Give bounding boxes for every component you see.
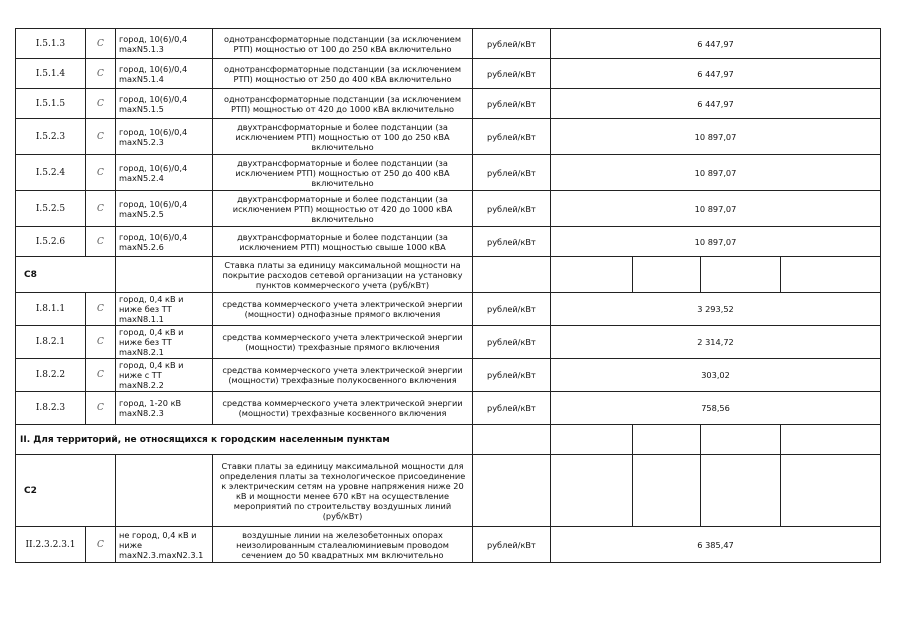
row-description-line: двухтрансформаторные и более подстанции (за [237,231,448,242]
row-condition-line: maxN5.2.6 [119,241,164,252]
row-description-line: двухтрансформаторные и более подстанции (за [237,121,448,132]
row-value: 3 293,52 [551,293,881,326]
row-category: C [86,326,116,359]
row-value: 6 385,47 [551,527,881,563]
empty-cell [116,257,213,293]
empty-cell [633,455,701,527]
row-condition-line: maxN2.3.maxN2.3.1 [119,549,204,560]
row-code: II.2.3.2.3.1 [16,527,86,563]
row-condition [116,527,213,563]
row-description-line: исключением РТП) мощностью свыше 1000 кВА [239,241,446,252]
row-condition-line: ниже без ТТ [119,304,172,314]
row-unit: рублей/кВт [473,89,551,119]
row-code: I.8.2.1 [16,326,86,359]
row-unit: рублей/кВт [473,527,551,563]
row-description [213,293,473,326]
row-description-line: средства коммерческого учета электрической энергии [222,299,463,309]
row-condition-line: maxN8.2.3 [119,408,164,418]
row-description-line: исключением РТП) мощностью от 420 до 1000 кВА [232,203,453,214]
row-description-line: РТП) мощностью от 250 до 400 кВА включительно [233,73,452,84]
row-description-line: исключением РТП) мощностью от 100 до 250 кВА [235,131,450,142]
empty-cell [633,425,701,455]
row-condition [116,119,213,155]
table-row [16,227,881,257]
row-condition [116,392,213,425]
row-description-line: сечением до 50 квадратных мм включительно [241,549,444,560]
row-description [213,119,473,155]
row-category: C [86,59,116,89]
row-condition-line: город, 0,4 кВ и [119,360,184,370]
row-condition [116,155,213,191]
row-condition-line: город, 10(6)/0,4 [119,198,188,209]
row-description-line: включительно [311,177,374,188]
row-unit: рублей/кВт [473,392,551,425]
row-unit: рублей/кВт [473,155,551,191]
row-description [213,326,473,359]
row-condition-line: ниже [119,539,143,550]
group-row [16,257,881,293]
row-description-line: включительно [311,213,374,224]
empty-cell [633,257,701,293]
row-code: I.5.1.5 [16,89,86,119]
row-value: 10 897,07 [551,119,881,155]
table-row [16,119,881,155]
row-unit: рублей/кВт [473,119,551,155]
row-description [213,89,473,119]
row-description-line: средства коммерческого учета электрической энергии [222,398,463,408]
section-row [16,425,881,455]
row-condition-line: город, 0,4 кВ и [119,294,184,304]
row-description-line: двухтрансформаторные и более подстанции (за [237,193,448,204]
row-unit: рублей/кВт [473,359,551,392]
row-condition-line: maxN5.2.4 [119,172,164,183]
table-row [16,527,881,563]
table-row [16,59,881,89]
row-description-line: (мощности) однофазные прямого включения [244,309,441,319]
row-condition-line: maxN5.1.3 [119,43,164,54]
empty-cell [551,455,633,527]
table-row [16,191,881,227]
row-description-line: однотрансформаторные подстанции (за исключением [223,63,461,74]
row-value: 10 897,07 [551,227,881,257]
row-value: 6 447,97 [551,29,881,59]
row-category: C [86,227,116,257]
table-row [16,155,881,191]
row-unit: рублей/кВт [473,227,551,257]
group-description-line: покрытие расходов сетевой организации на установку [222,269,463,280]
row-condition-line: maxN5.2.3 [119,136,164,147]
row-category: C [86,119,116,155]
row-code: I.8.2.2 [16,359,86,392]
empty-cell [473,455,551,527]
row-description-line: неизолированным сталеалюминиевым проводом [236,539,449,550]
row-condition-line: maxN8.1.1 [119,314,164,324]
row-description-line: (мощности) трехфазные косвенного включения [238,408,447,418]
row-code: I.8.2.3 [16,392,86,425]
row-description [213,59,473,89]
row-code: I.5.2.5 [16,191,86,227]
empty-cell [551,425,633,455]
row-category: C [86,527,116,563]
row-condition-line: maxN5.1.4 [119,73,164,84]
row-description-line: (мощности) трехфазные полукосвенного включения [228,375,457,385]
row-condition-line: город, 1-20 кВ [119,398,182,408]
row-description [213,29,473,59]
group-description-line: определения платы за технологическое присоединение [219,470,466,481]
row-condition-line: город, 0,4 кВ и [119,327,184,337]
table-row [16,293,881,326]
row-value: 10 897,07 [551,191,881,227]
row-condition [116,293,213,326]
row-code: I.5.2.6 [16,227,86,257]
empty-cell [473,425,551,455]
row-condition-line: ниже без ТТ [119,337,172,347]
empty-cell [551,257,633,293]
row-category: C [86,293,116,326]
group-description-line: пунктов коммерческого учета (руб/кВт) [255,279,430,290]
row-description [213,392,473,425]
section-title: II. Для территорий, не относящихся к городским населенным пунктам [16,425,473,455]
row-category: C [86,89,116,119]
row-condition [116,227,213,257]
empty-cell [781,455,881,527]
group-description-line: к электрическим сетям на уровне напряжения ниже 20 [221,480,464,491]
row-condition-line: maxN5.2.5 [119,208,164,219]
row-condition [116,29,213,59]
row-code: I.5.2.4 [16,155,86,191]
row-description-line: однотрансформаторные подстанции (за исключением [223,93,461,104]
row-value: 303,02 [551,359,881,392]
row-condition-line: город, 10(6)/0,4 [119,33,188,44]
group-description-line: (руб/кВт) [322,510,363,521]
row-category: C [86,29,116,59]
row-category: C [86,392,116,425]
row-condition-line: maxN5.1.5 [119,103,164,114]
row-condition [116,89,213,119]
row-code: I.8.1.1 [16,293,86,326]
tariff-table [15,28,881,563]
row-description [213,527,473,563]
row-unit: рублей/кВт [473,191,551,227]
row-unit: рублей/кВт [473,59,551,89]
row-condition-line: город, 10(6)/0,4 [119,126,188,137]
table-row [16,326,881,359]
group-description [213,455,473,527]
row-condition-line: город, 10(6)/0,4 [119,93,188,104]
group-description-line: мероприятий по строительству воздушных линий [233,500,452,511]
row-description-line: средства коммерческого учета электрической энергии [222,365,463,375]
row-description-line: РТП) мощностью от 420 до 1000 кВА включительно [230,103,455,114]
row-value: 6 447,97 [551,59,881,89]
row-description [213,191,473,227]
row-condition [116,326,213,359]
empty-cell [701,455,781,527]
empty-cell [701,425,781,455]
group-row [16,455,881,527]
row-description-line: средства коммерческого учета электрической энергии [222,332,463,342]
row-condition-line: maxN8.2.2 [119,380,164,390]
empty-cell [781,257,881,293]
row-condition [116,359,213,392]
row-category: C [86,191,116,227]
row-category: C [86,359,116,392]
empty-cell [701,257,781,293]
empty-cell [473,257,551,293]
row-unit: рублей/кВт [473,293,551,326]
empty-cell [781,425,881,455]
row-condition [116,59,213,89]
row-category: C [86,155,116,191]
row-description-line: двухтрансформаторные и более подстанции (за [237,157,448,168]
table-row [16,359,881,392]
group-description [213,257,473,293]
row-condition-line: не город, 0,4 кВ и [119,529,197,540]
empty-cell [116,455,213,527]
row-description-line: исключением РТП) мощностью от 250 до 400 кВА [235,167,450,178]
row-value: 6 447,97 [551,89,881,119]
row-condition-line: город, 10(6)/0,4 [119,63,188,74]
row-description [213,155,473,191]
table-row [16,89,881,119]
row-condition-line: город, 10(6)/0,4 [119,162,188,173]
row-value: 758,56 [551,392,881,425]
group-description-line: кВ и мощности менее 670 кВт на осуществление [235,490,450,501]
table-row [16,29,881,59]
row-description [213,359,473,392]
row-description-line: РТП) мощностью от 100 до 250 кВА включительно [233,43,452,54]
row-unit: рублей/кВт [473,29,551,59]
row-description-line: (мощности) трехфазные прямого включения [245,342,440,352]
row-code: I.5.2.3 [16,119,86,155]
group-label: С2 [16,455,116,527]
group-label: С8 [16,257,116,293]
row-unit: рублей/кВт [473,326,551,359]
group-description-line: Ставки платы за единицу максимальной мощности для [221,460,464,471]
row-condition-line: maxN8.2.1 [119,347,164,357]
row-value: 2 314,72 [551,326,881,359]
row-condition-line: город, 10(6)/0,4 [119,231,188,242]
group-description-line: Ставка платы за единицу максимальной мощности на [224,259,461,270]
table-row [16,392,881,425]
row-description-line: включительно [311,141,374,152]
row-value: 10 897,07 [551,155,881,191]
row-code: I.5.1.3 [16,29,86,59]
row-description-line: воздушные линии на железобетонных опорах [242,529,443,540]
row-code: I.5.1.4 [16,59,86,89]
row-condition [116,191,213,227]
row-condition-line: ниже с ТТ [119,370,162,380]
row-description-line: однотрансформаторные подстанции (за исключением [223,33,461,44]
row-description [213,227,473,257]
